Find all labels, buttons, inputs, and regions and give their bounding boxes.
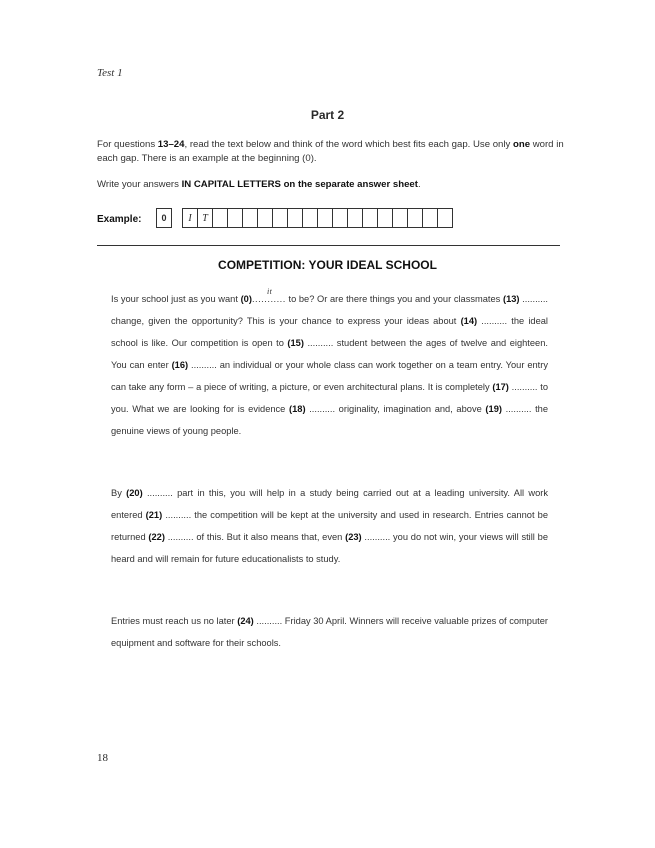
paragraph-2: By (20) .......... part in this, you will help in a study being carried out at a leading university. All work entered (21) .......... the competition will be kept at the university and used in research. Entries cannot be returned (22) .......... of this. But it also means that, even (23) .......... you do not win, your views will still be heard and will remain for future educationalists to study. (111, 488, 548, 564)
test-label: Test 1 (97, 67, 123, 79)
answer-cell (317, 208, 333, 228)
answer-cell (242, 208, 258, 228)
answer-cell (332, 208, 348, 228)
answer-cell (227, 208, 243, 228)
instructions-answer-sheet: Write your answers IN CAPITAL LETTERS on the separate answer sheet. (97, 179, 421, 190)
answer-cell (272, 208, 288, 228)
answer-cell: I (182, 208, 198, 228)
answer-cell (257, 208, 273, 228)
answer-cells (182, 208, 452, 228)
example-number-box: 0 (156, 208, 172, 228)
page-number: 18 (97, 752, 108, 764)
answer-cell (377, 208, 393, 228)
answer-cell (347, 208, 363, 228)
answer-cell: T (197, 208, 213, 228)
example-answer-row (97, 207, 497, 231)
answer-cell (392, 208, 408, 228)
paragraph-3: Entries must reach us no later (24) .......... Friday 30 April. Winners will receive valuable prizes of computer equipment and software for their schools. (111, 616, 548, 648)
answer-cell (212, 208, 228, 228)
answer-cell (422, 208, 438, 228)
text-title: COMPETITION: YOUR IDEAL SCHOOL (218, 258, 437, 272)
paragraph-1: Is your school just as you want (0)........... it to be? Or are there things you and your classmates (13) .......... change, given the opportunity? This is your chance to express your ideas about (14) .......... the ideal school is like. Our competition is open to (15) .......... student between the ages of twelve and eighteen. You can enter (16) .......... an individual or your whole class can work together on a team entry. Your entry can take any form – a piece of writing, a picture, or even architectural plans. It is completely (17) .......... to you. What we are looking for is evidence (18) .......... originality, imagination and, above (19) .......... the genuine views of young people. (111, 288, 548, 442)
instructions-gap-fill: For questions 13–24, read the text below and think of the word which best fits each gap. Use only one word in each gap. There is an example at the beginning (0). (97, 139, 564, 164)
answer-cell (362, 208, 378, 228)
part-title: Part 2 (310, 108, 345, 122)
example-gap-word: it (266, 287, 273, 296)
answer-cell (287, 208, 303, 228)
answer-cell (437, 208, 453, 228)
answer-cell (302, 208, 318, 228)
example-label: Example: (97, 214, 142, 225)
answer-cell (407, 208, 423, 228)
section-divider (97, 245, 560, 246)
example-gap: ........... it (252, 288, 286, 310)
